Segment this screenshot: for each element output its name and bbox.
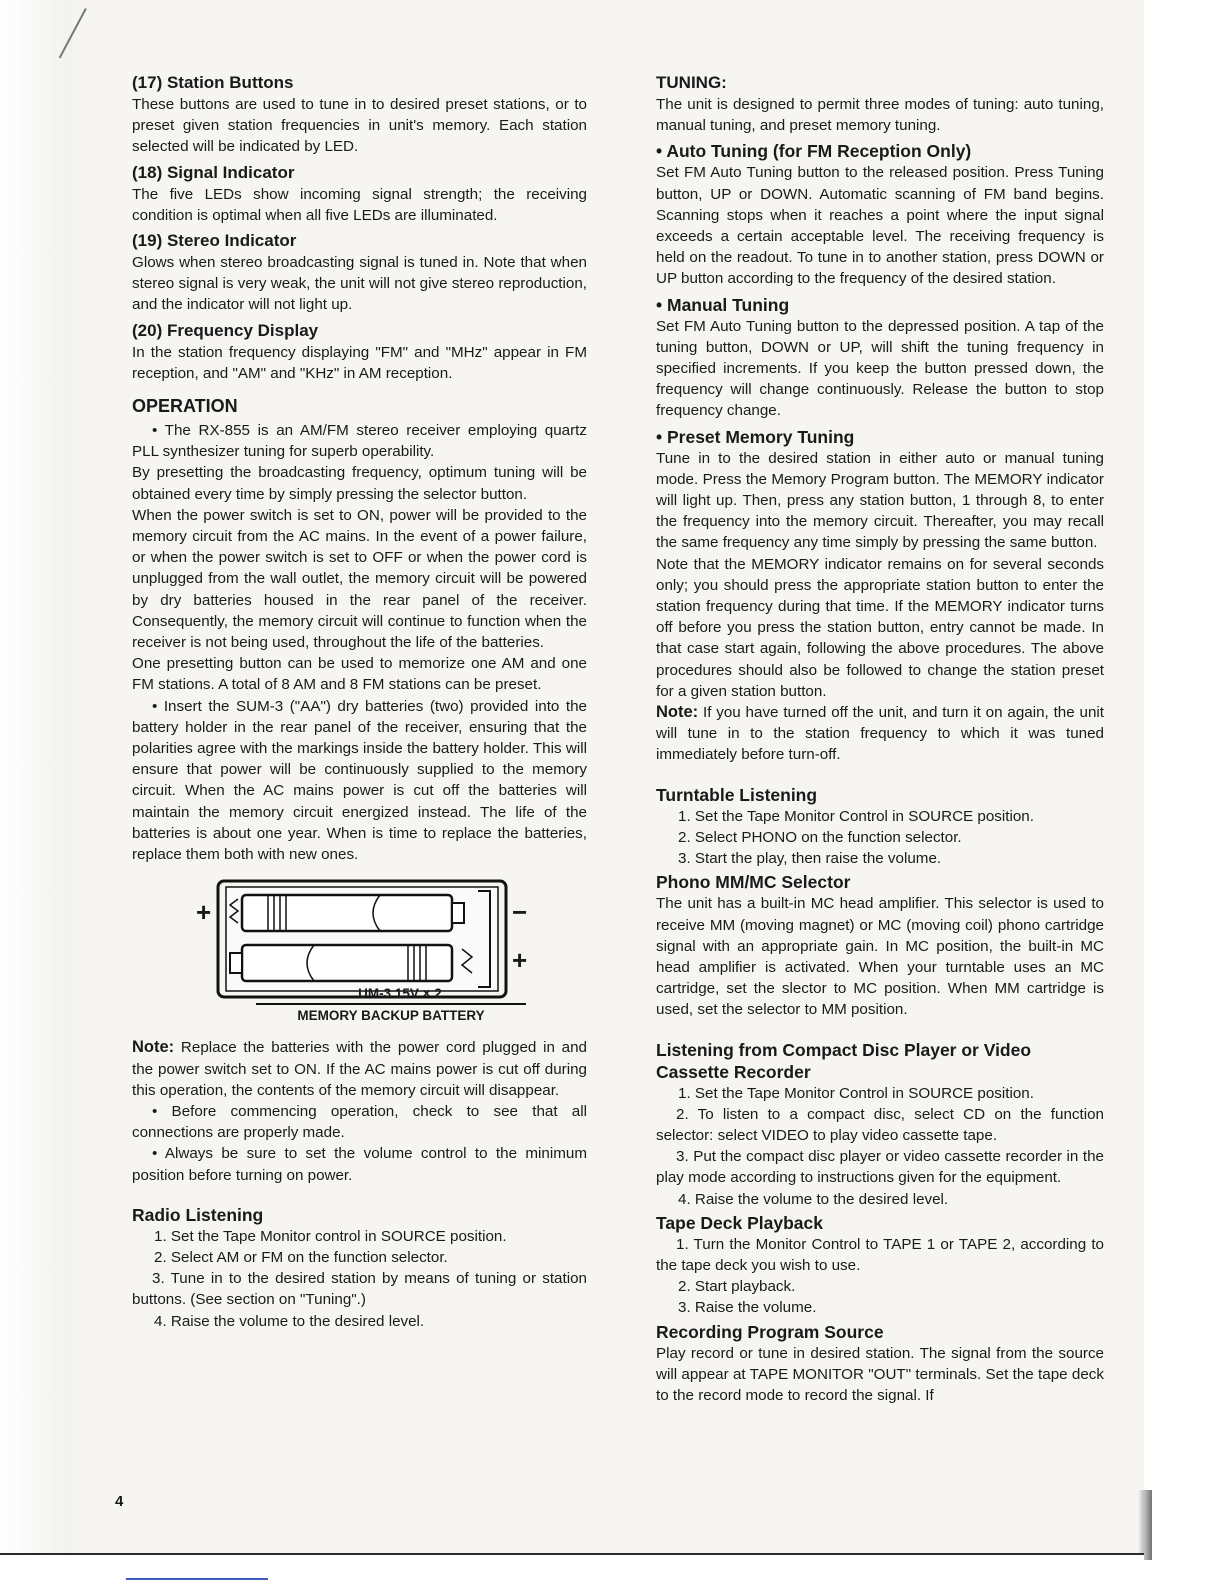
radio-step-1: 1. Set the Tape Monitor control in SOURCE position. bbox=[154, 1227, 507, 1245]
text-operation-3: When the power switch is set to ON, power will be provided to the memory circuit from the AC mains. In the event of a power failure, or when the power switch is set to OFF or when the power cord is unplugged from the wall outlet, the memory circuit will be powered by dry batteries housed in the rear panel of the receiver. Consequently, the memory circuit will continue to function when the receiver is not being used, throughout the life of the batteries. bbox=[132, 506, 587, 652]
text-tuning-intro: The unit is designed to permit three modes of tuning: auto tuning, manual tuning, and preset memory tuning. bbox=[656, 96, 1104, 135]
heading-phono-selector: Phono MM/MC Selector bbox=[656, 872, 851, 893]
tape-step-2: 2. Start playback. bbox=[678, 1278, 796, 1296]
heading-preset-tuning: • Preset Memory Tuning bbox=[656, 426, 855, 447]
text-station-buttons: These buttons are used to tune in to desired preset stations, or to preset given station frequencies in unit's memory. Each station selected will be indicated by LED. bbox=[132, 96, 587, 156]
heading-tuning: TUNING: bbox=[656, 73, 727, 92]
turntable-step-2: 2. Select PHONO on the function selector. bbox=[678, 828, 962, 846]
note-label: Note: bbox=[132, 1038, 175, 1057]
heading-turntable: Turntable Listening bbox=[656, 784, 818, 805]
cd-step-2: 2. To listen to a compact disc, select CD on the function selector: select VIDEO to play video cassette tape. bbox=[656, 1105, 1104, 1144]
text-operation-2: By presetting the broadcasting frequency, optimum tuning will be obtained every time by simply pressing the selector button. bbox=[132, 464, 587, 503]
battery-figure bbox=[190, 879, 536, 1025]
text-auto-tuning: Set FM Auto Tuning button to the released position. Press Tuning button, UP or DOWN. Automatic scanning of FM band begins. Scanning stops when it reaches a point where the input signal exceeds a certain acceptable level. The receiving frequency is held on the readout. To tune in to another station, press DOWN or UP button according to the frequency of the desired station. bbox=[656, 164, 1104, 288]
preset-note-text: If you have turned off the unit, and turn it on again, the unit will tune in to the station frequency to which it was tuned immediately before turn-off. bbox=[656, 704, 1104, 764]
tape-step-3: 3. Raise the volume. bbox=[678, 1299, 817, 1317]
text-operation-1: • The RX-855 is an AM/FM stereo receiver employing quartz PLL synthesizer tuning for superb operability. bbox=[132, 422, 587, 461]
text-manual-tuning: Set FM Auto Tuning button to the depressed position. A tap of the tuning button, DOWN or UP, will shift the tuning frequency in specified increments. If you keep the button pressed down, the frequency will change continuously. Release the button to stop frequency change. bbox=[656, 317, 1104, 420]
heading-station-buttons: (17) Station Buttons bbox=[132, 73, 294, 92]
text-stereo-indicator: Glows when stereo broadcasting signal is tuned in. Note that when stereo signal is very weak, the unit will not give stereo reproduction, and the indicator will not light up. bbox=[132, 254, 587, 314]
tape-step-1: 1. Turn the Monitor Control to TAPE 1 or TAPE 2, according to the tape deck you wish to use. bbox=[656, 1235, 1104, 1274]
text-preset-1: Tune in to the desired station in either auto or manual tuning mode. Press the Memory Program button. The MEMORY indicator will light up. Then, press any station button, 1 through 8, to enter the frequency into the memory circuit. Thereafter, you may recall the same frequency any time simply by pressing the same button. bbox=[656, 449, 1104, 552]
heading-frequency-display: (20) Frequency Display bbox=[132, 320, 319, 340]
text-frequency-display: In the station frequency displaying "FM" and "MHz" appear in FM reception, and "AM" and "KHz" in AM reception. bbox=[132, 343, 587, 382]
radio-step-4: 4. Raise the volume to the desired level. bbox=[154, 1312, 425, 1330]
battery-plus-bottom: + bbox=[512, 945, 528, 976]
heading-auto-tuning: • Auto Tuning (for FM Reception Only) bbox=[656, 141, 972, 162]
cd-step-3: 3. Put the compact disc player or video cassette recorder in the play mode according to instructions given for the equipment. bbox=[656, 1148, 1104, 1187]
battery-caption: MEMORY BACKUP BATTERY bbox=[256, 1003, 526, 1026]
right-column bbox=[656, 68, 1104, 1406]
battery-spec-label: UM-3 15V × 2 bbox=[358, 986, 442, 1002]
battery-minus-top: − bbox=[512, 897, 528, 928]
text-signal-indicator: The five LEDs show incoming signal strength; the receiving condition is optimal when all five LEDs are illuminated. bbox=[132, 185, 587, 224]
radio-step-2: 2. Select AM or FM on the function selector. bbox=[154, 1248, 448, 1266]
page-margin-left bbox=[0, 0, 72, 1584]
heading-signal-indicator: (18) Signal Indicator bbox=[132, 162, 295, 182]
turntable-step-3: 3. Start the play, then raise the volume. bbox=[678, 850, 942, 868]
heading-tape-playback: Tape Deck Playback bbox=[656, 1212, 823, 1233]
heading-radio-listening: Radio Listening bbox=[132, 1204, 264, 1225]
text-operation-4: One presetting button can be used to memorize one AM and one FM stations. A total of 8 AM and 8 FM stations can be preset. bbox=[132, 655, 587, 694]
heading-stereo-indicator: (19) Stereo Indicator bbox=[132, 231, 297, 251]
heading-cd-vcr: Listening from Compact Disc Player or Video Cassette Recorder bbox=[656, 1039, 1032, 1082]
cd-step-1: 1. Set the Tape Monitor Control in SOURCE position. bbox=[678, 1084, 1034, 1102]
text-note-bullet-1: • Before commencing operation, check to see that all connections are properly made. bbox=[132, 1102, 587, 1142]
text-phono-selector: The unit has a built-in MC head amplifier. This selector is used to receive MM (moving magnet) or MC (moving coil) phono cartridge signal with an appropriate gain. In MC position, the built-in MC head amplifier is activated. When your turntable uses an MC cartridge, set the slector to MC position. When MM cartridge is used, set the selector to MM position. bbox=[656, 895, 1104, 1019]
preset-note bbox=[656, 702, 1104, 766]
radio-step-3: 3. Tune in to the desired station by means of tuning or station buttons. (See section on "Tuning".) bbox=[132, 1270, 587, 1309]
blue-underline-mark bbox=[126, 1578, 268, 1580]
text-note-bullet-2: • Always be sure to set the volume control to the minimum position before turning on power. bbox=[132, 1145, 587, 1184]
battery-note bbox=[132, 1037, 587, 1101]
page-number: 4 bbox=[115, 1493, 124, 1510]
text-recording: Play record or tune in desired station. The signal from the source will appear at TAPE MONITOR "OUT" terminals. Set the tape deck to the record mode to record the signal. If bbox=[656, 1344, 1104, 1404]
left-column bbox=[132, 68, 587, 1332]
page-margin-right bbox=[1144, 0, 1224, 1584]
heading-operation: OPERATION bbox=[132, 396, 238, 417]
battery-plus-top: + bbox=[196, 897, 212, 928]
text-operation-5: • Insert the SUM-3 ("AA") dry batteries (two) provided into the battery holder in the rear panel of the receiver, ensuring that the polarities agree with the markings inside the battery holder. This will ensure that power will be continuously supplied to the memory circuit. When the AC mains power is cut off the batteries will maintain the memory circuit energized instead. The life of the batteries is about one year. When is time to replace the batteries, replace them both with new ones. bbox=[132, 697, 587, 864]
turntable-step-1: 1. Set the Tape Monitor Control in SOURCE position. bbox=[678, 807, 1034, 825]
cd-step-4: 4. Raise the volume to the desired level. bbox=[678, 1190, 949, 1208]
text-preset-2: Note that the MEMORY indicator remains on for several seconds only; you should press the appropriate station button to enter the station frequency during that time. If the MEMORY indicator turns off before you press the station button, entry cannot be made. In that case start again, following the above procedures. The above procedures should also be followed to change the station preset for a given station button. bbox=[656, 555, 1104, 700]
note-text: Replace the batteries with the power cord plugged in and the power switch set to ON. If the AC mains power is cut off during this operation, the contents of the memory circuit will disappear. bbox=[132, 1039, 587, 1099]
scan-shadow bbox=[1138, 1490, 1152, 1560]
heading-recording: Recording Program Source bbox=[656, 1321, 884, 1342]
preset-note-label: Note: bbox=[656, 703, 699, 722]
heading-manual-tuning: • Manual Tuning bbox=[656, 294, 790, 315]
